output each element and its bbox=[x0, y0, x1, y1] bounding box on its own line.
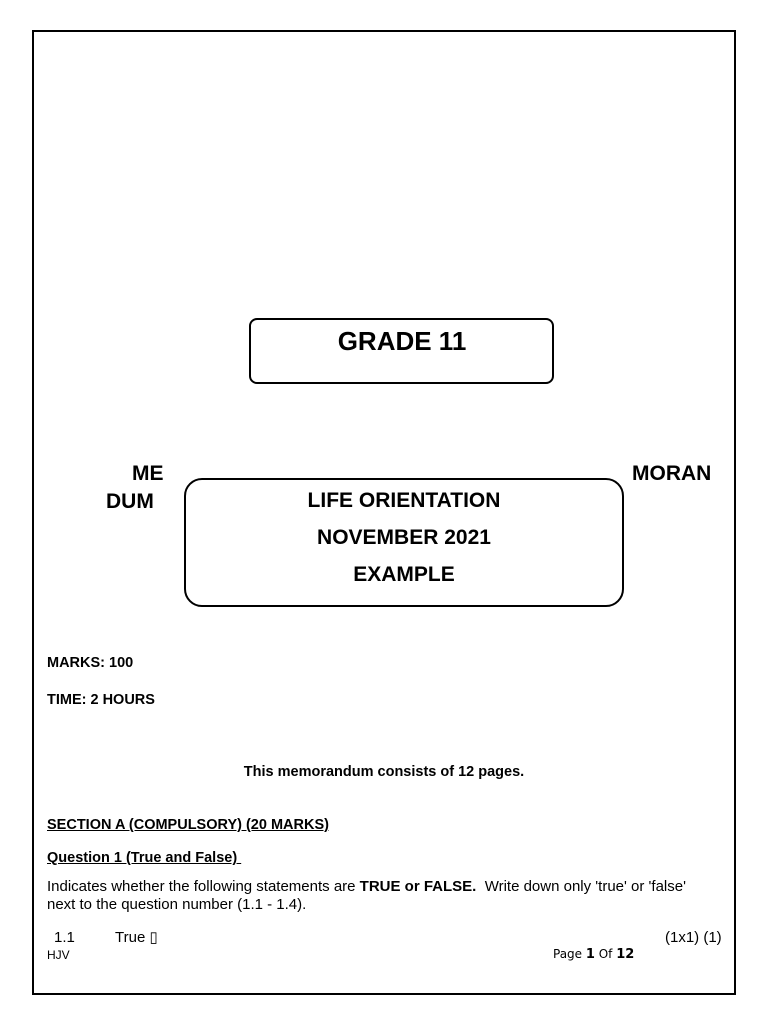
question1-instruction bbox=[47, 878, 737, 914]
exam-date: NOVEMBER 2021 bbox=[317, 526, 491, 549]
of-word: Of bbox=[594, 947, 617, 961]
page-current: 1 bbox=[585, 947, 595, 962]
instruction-line2: next to the question number (1.1 - 1.4). bbox=[47, 896, 307, 913]
footer-initials: HJV bbox=[47, 948, 70, 962]
instruction-bold: TRUE or FALSE. bbox=[359, 878, 477, 895]
answer-text: True ▯ bbox=[115, 929, 158, 946]
side-left-line1: ME bbox=[132, 462, 164, 485]
instruction-text: Indicates whether the following statements are bbox=[47, 878, 360, 895]
marks-info: MARKS: 100 bbox=[47, 655, 134, 671]
exam-type: EXAMPLE bbox=[353, 563, 455, 586]
section-a-heading: SECTION A (COMPULSORY) (20 MARKS) bbox=[47, 817, 329, 833]
time-info: TIME: 2 HOURS bbox=[47, 692, 155, 708]
answer-marks: (1x1) (1) bbox=[665, 929, 722, 946]
grade-title: GRADE 11 bbox=[337, 326, 467, 356]
page-total: 12 bbox=[616, 947, 635, 962]
side-right-word: MORAN bbox=[632, 462, 712, 485]
side-left-line2: DUM bbox=[106, 490, 154, 513]
question1-heading: Question 1 (True and False) bbox=[47, 850, 242, 866]
footer-page-number bbox=[553, 947, 634, 962]
instruction-text-cont: Write down only 'true' or 'false' bbox=[476, 878, 686, 895]
pages-note: This memorandum consists of 12 pages. bbox=[243, 764, 525, 780]
subject-title: LIFE ORIENTATION bbox=[307, 489, 501, 512]
page-word: Page bbox=[553, 947, 586, 961]
answer-number: 1.1 bbox=[54, 929, 75, 946]
